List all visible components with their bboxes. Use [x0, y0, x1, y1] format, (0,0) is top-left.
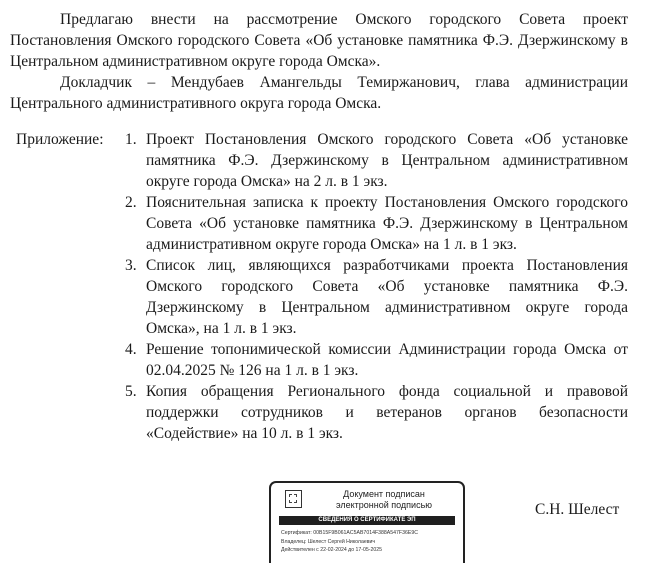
list-item: 4. Решение топонимической комиссии Администрации города Омска от 02.04.2025 № 126 на 1 л. в 1 экз.	[125, 341, 628, 379]
emblem-icon	[285, 490, 302, 508]
certificate-number: Сертификат: 00B15F9B061AC5AB7014F388A547F36E9C	[281, 530, 418, 536]
certificate-owner: Владелец: Шелест Сергей Николаевич	[281, 539, 376, 545]
list-item: 2. Пояснительная записка к проекту Постановления Омского городского Совета «Об установке памятника Ф.Э. Дзержинскому в Центральном административном округе города Омска» на 1 л. в 1 экз.	[125, 194, 628, 253]
list-item: 1. Проект Постановления Омского городского Совета «Об установке памятника Ф.Э. Дзержинскому в Центральном административном округе города Омска» на 2 л. в 1 экз.	[125, 131, 628, 190]
proposal-paragraph: Предлагаю внести на рассмотрение Омского городского Совета проект Постановления Омского городского Совета «Об установке памятника Ф.Э. Дзержинскому в Центральном административном округе города Омска».	[10, 11, 628, 70]
electronic-signature-stamp	[269, 481, 465, 563]
attachment-list	[122, 129, 628, 444]
certificate-validity: Действителен с 22-02-2024 до 17-05-2025	[281, 547, 383, 553]
list-item: 5. Копия обращения Регионального фонда социальной и правовой поддержки сотрудников и ветеранов органов безопасности «Содействие» на 10 л. в 1 экз.	[125, 383, 628, 442]
speaker-paragraph: Докладчик – Мендубаев Амангельды Темиржанович, глава администрации Центрального административного округа города Омска.	[10, 74, 628, 112]
list-item: 3. Список лиц, являющихся разработчиками проекта Постановления Омского городского Совета «Об установке памятника Ф.Э. Дзержинскому в Центральном административном округе города Омска», на 1 л. в 1 экз.	[125, 257, 628, 337]
attachment-label: Приложение:	[16, 131, 104, 148]
stamp-title: Документ подписан электронной подписью	[335, 489, 433, 510]
certificate-header: СВЕДЕНИЯ О СЕРТИФИКАТЕ ЭП	[279, 516, 455, 525]
signer-name: С.Н. Шелест	[535, 501, 620, 518]
